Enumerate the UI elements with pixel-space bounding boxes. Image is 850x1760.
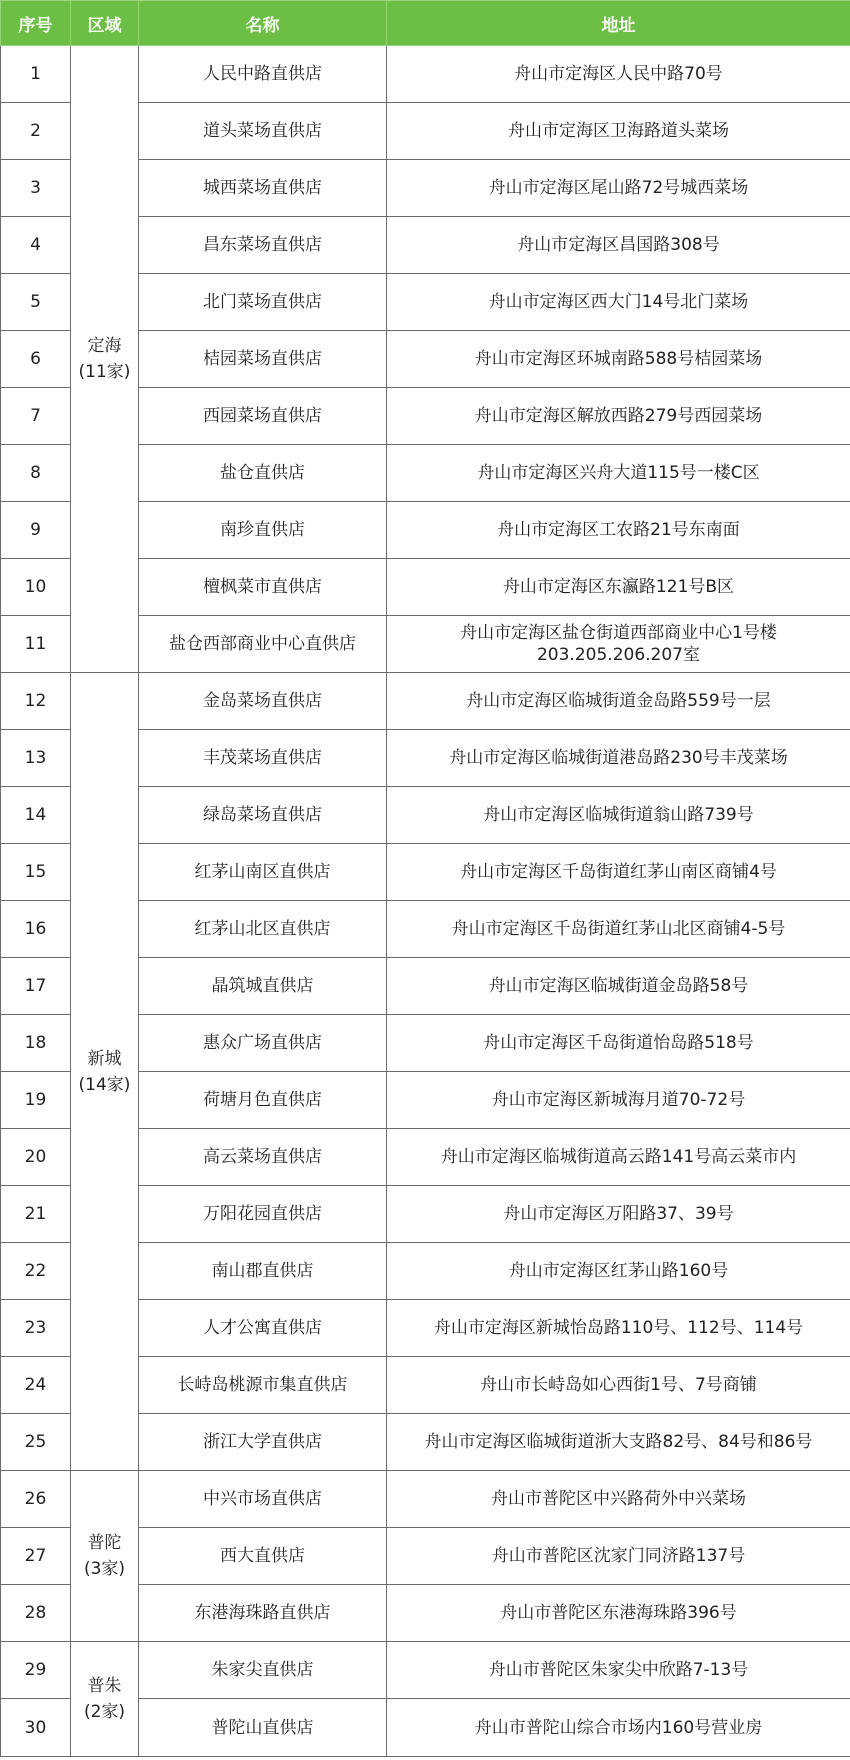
row-index: 30 (1, 1699, 71, 1757)
store-name: 昌东菜场直供店 (139, 217, 387, 274)
row-index: 15 (1, 844, 71, 901)
region-name: 普陀 (87, 1533, 122, 1553)
header-region: 区域 (71, 1, 139, 46)
store-name: 城西菜场直供店 (139, 160, 387, 217)
store-address: 舟山市定海区解放西路279号西园菜场 (387, 388, 850, 445)
table-row (1, 1642, 850, 1699)
store-address: 舟山市普陀区中兴路荷外中兴菜场 (387, 1471, 850, 1528)
store-name: 人才公寓直供店 (139, 1300, 387, 1357)
header-row (1, 1, 850, 46)
store-address: 舟山市定海区千岛街道红茅山北区商铺4-5号 (387, 901, 850, 958)
store-address: 舟山市定海区环城南路588号桔园菜场 (387, 331, 850, 388)
store-name: 盐仓西部商业中心直供店 (139, 616, 387, 673)
row-index: 17 (1, 958, 71, 1015)
row-index: 16 (1, 901, 71, 958)
row-index: 27 (1, 1528, 71, 1585)
store-address: 舟山市普陀区朱家尖中欣路7-13号 (387, 1642, 850, 1699)
store-name: 万阳花园直供店 (139, 1186, 387, 1243)
store-name: 檀枫菜市直供店 (139, 559, 387, 616)
store-address: 舟山市定海区临城街道港岛路230号丰茂菜场 (387, 730, 850, 787)
row-index: 22 (1, 1243, 71, 1300)
row-index: 13 (1, 730, 71, 787)
row-index: 2 (1, 103, 71, 160)
row-index: 19 (1, 1072, 71, 1129)
row-index: 21 (1, 1186, 71, 1243)
store-name: 晶筑城直供店 (139, 958, 387, 1015)
row-index: 4 (1, 217, 71, 274)
row-index: 9 (1, 502, 71, 559)
row-index: 6 (1, 331, 71, 388)
row-index: 3 (1, 160, 71, 217)
store-address: 舟山市定海区兴舟大道115号一楼C区 (387, 445, 850, 502)
table-row (1, 1471, 850, 1528)
store-name: 惠众广场直供店 (139, 1015, 387, 1072)
row-index: 20 (1, 1129, 71, 1186)
store-address: 舟山市普陀山综合市场内160号营业房 (387, 1699, 850, 1757)
store-address: 舟山市定海区卫海路道头菜场 (387, 103, 850, 160)
row-index: 23 (1, 1300, 71, 1357)
store-name: 朱家尖直供店 (139, 1642, 387, 1699)
region-count: (2家) (83, 1702, 126, 1722)
store-name: 红茅山南区直供店 (139, 844, 387, 901)
header-name: 名称 (139, 1, 387, 46)
store-address: 舟山市定海区西大门14号北门菜场 (387, 274, 850, 331)
store-name: 红茅山北区直供店 (139, 901, 387, 958)
store-name: 绿岛菜场直供店 (139, 787, 387, 844)
store-address: 舟山市定海区临城街道金岛路559号一层 (387, 673, 850, 730)
store-name: 长峙岛桃源市集直供店 (139, 1357, 387, 1414)
store-name: 高云菜场直供店 (139, 1129, 387, 1186)
region-count: (3家) (83, 1559, 126, 1579)
region-cell (71, 46, 139, 673)
store-name: 南山郡直供店 (139, 1243, 387, 1300)
row-index: 7 (1, 388, 71, 445)
region-name: 普朱 (87, 1676, 122, 1696)
row-index: 25 (1, 1414, 71, 1471)
store-address: 舟山市定海区千岛街道怡岛路518号 (387, 1015, 850, 1072)
store-address: 舟山市定海区尾山路72号城西菜场 (387, 160, 850, 217)
row-index: 18 (1, 1015, 71, 1072)
row-index: 24 (1, 1357, 71, 1414)
store-name: 东港海珠路直供店 (139, 1585, 387, 1642)
store-address: 舟山市长峙岛如心西街1号、7号商铺 (387, 1357, 850, 1414)
row-index: 29 (1, 1642, 71, 1699)
store-address: 舟山市定海区新城海月道70-72号 (387, 1072, 850, 1129)
row-index: 1 (1, 46, 71, 103)
store-name: 道头菜场直供店 (139, 103, 387, 160)
store-address: 舟山市定海区临城街道浙大支路82号、84号和86号 (387, 1414, 850, 1471)
store-address: 舟山市定海区新城怡岛路110号、112号、114号 (387, 1300, 850, 1357)
store-address: 舟山市普陀区沈家门同济路137号 (387, 1528, 850, 1585)
region-count: (11家) (78, 362, 131, 382)
region-cell (71, 673, 139, 1471)
row-index: 12 (1, 673, 71, 730)
store-address: 舟山市定海区东瀛路121号B区 (387, 559, 850, 616)
store-address: 舟山市定海区千岛街道红茅山南区商铺4号 (387, 844, 850, 901)
store-name: 中兴市场直供店 (139, 1471, 387, 1528)
store-address: 舟山市定海区人民中路70号 (387, 46, 850, 103)
table-row (1, 673, 850, 730)
address-line-1: 舟山市定海区盐仓街道西部商业中心1号楼 (460, 623, 777, 643)
store-address: 舟山市定海区万阳路37、39号 (387, 1186, 850, 1243)
region-name: 定海 (87, 336, 122, 356)
store-name: 人民中路直供店 (139, 46, 387, 103)
store-name: 浙江大学直供店 (139, 1414, 387, 1471)
store-address: 舟山市定海区临城街道翁山路739号 (387, 787, 850, 844)
store-name: 盐仓直供店 (139, 445, 387, 502)
region-count: (14家) (78, 1074, 131, 1095)
row-index: 10 (1, 559, 71, 616)
store-name: 普陀山直供店 (139, 1699, 387, 1757)
row-index: 28 (1, 1585, 71, 1642)
address-line-2: 203.205.206.207室 (536, 645, 700, 665)
row-index: 26 (1, 1471, 71, 1528)
row-index: 14 (1, 787, 71, 844)
region-cell (71, 1471, 139, 1642)
store-address: 舟山市定海区红茅山路160号 (387, 1243, 850, 1300)
store-name: 丰茂菜场直供店 (139, 730, 387, 787)
store-name: 金岛菜场直供店 (139, 673, 387, 730)
header-address: 地址 (387, 1, 850, 46)
store-address: 舟山市普陀区东港海珠路396号 (387, 1585, 850, 1642)
store-name: 西大直供店 (139, 1528, 387, 1585)
store-address: 舟山市定海区临城街道金岛路58号 (387, 958, 850, 1015)
store-address: 舟山市定海区工农路21号东南面 (387, 502, 850, 559)
row-index: 5 (1, 274, 71, 331)
store-address (387, 616, 850, 673)
store-name: 桔园菜场直供店 (139, 331, 387, 388)
region-cell (71, 1642, 139, 1757)
store-name: 北门菜场直供店 (139, 274, 387, 331)
store-address: 舟山市定海区昌国路308号 (387, 217, 850, 274)
store-name: 西园菜场直供店 (139, 388, 387, 445)
header-index: 序号 (1, 1, 71, 46)
row-index: 8 (1, 445, 71, 502)
store-address: 舟山市定海区临城街道高云路141号高云菜市内 (387, 1129, 850, 1186)
region-name: 新城 (87, 1048, 122, 1069)
store-name: 荷塘月色直供店 (139, 1072, 387, 1129)
store-name: 南珍直供店 (139, 502, 387, 559)
table-row (1, 46, 850, 103)
row-index: 11 (1, 616, 71, 673)
